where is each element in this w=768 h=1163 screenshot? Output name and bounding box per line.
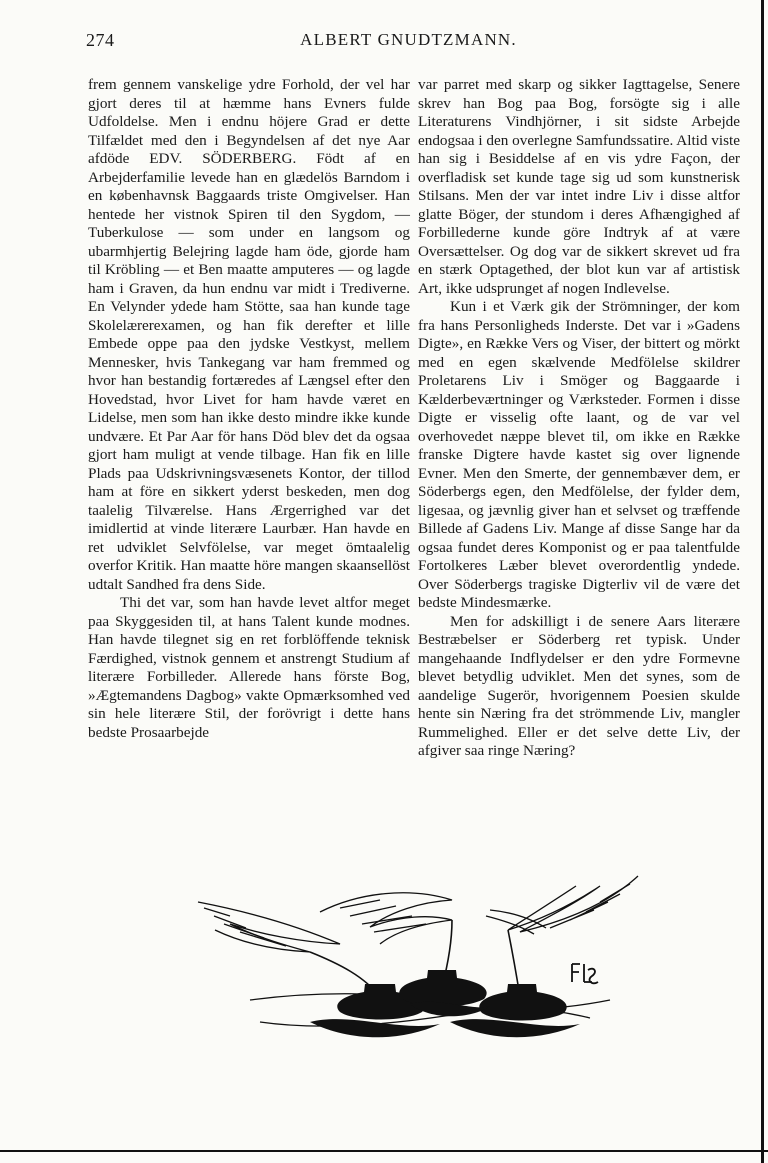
page-edge-right: [761, 0, 764, 1163]
inkwell-right-icon: [479, 984, 566, 1021]
winged-inkwells-vignette: [190, 872, 650, 1047]
left-column: [88, 76, 410, 742]
left-paragraph-2: Thi det var, som han havde levet altfor meget paa Skyggesiden til, at hans Talent kunde modnes. Han havde tilegnet sig en ret forblöffende teknisk Færdighed, vistnok gennem et anstrengt Studium af literære Forbilleder. Allerede hans förste Bog, »Ægtemandens Dagbog» vakte Opmærksomhed ved sin hele literære Stil, der forövrigt i dette hans bedste Prosaarbejde: [88, 594, 410, 741]
wing-center-icon: [320, 893, 452, 944]
wing-left-icon: [198, 902, 340, 952]
right-paragraph-1: var parret med skarp og sikker Iagttagelse, Senere skrev han Bog paa Bog, forsögte sig i alle Literaturens Vindhjörner, i sit sidste Arbejde endogsaa i den overlegne Samfundssatire. Altid viste han sig i Besiddelse af en vis ydre Façon, der overfladisk set kunde tage sig ud som kunstnerisk Stilsans. Men der var intet indre Liv i disse altfor glatte Böger, der stundom i deres Afhængighed af Forbillederne kunde göre Indtryk af at være Oversættelser. Og dog var de sikkert skrevet ud fra en stærk Optagethed, der blot kun var af artistisk Art, ikke udsprunget af nogen Indlevelse.: [418, 76, 740, 297]
inkwell-center-icon: [399, 970, 486, 1007]
page-number: 274: [86, 30, 115, 50]
ink-swirl-icon: [310, 1019, 440, 1037]
right-paragraph-2: Kun i et Værk gik der Strömninger, der kom fra hans Personligheds Inderste. Det var i »Gadens Digte», en Række Vers og Viser, der bittert og mörkt med en egen skælvende Medfölelse skildrer Proletarens Liv i Smöger og Baggaarde i Kælderbeværtninger og Værksteder. Formen i disse Digte er visselig ofte laant, og de var vel overhovedet næppe blevet til, om ikke en Række franske Digtere havde kastet sig over lignende Evner. Men den Smerte, der gennembæver dem, er Söderbergs egen, den Medfölelse, der fylder dem, ligesaa, og jævnlig giver han et selvset og træffende Billede af Gadens Liv. Mange af disse Sange har da ogsaa fundet deres Komponist og er paa talentfulde Fortolkeres Læber blevet overordentlig yndede. Over Söderbergs tragiske Digterliv vil de være det bedste Mindesmærke.: [418, 298, 740, 611]
left-paragraph-1: frem gennem vanskelige ydre Forhold, der vel har gjort deres til at hæmme hans Evners fulde Udfoldelse. Men i endnu höjere Grad er dette Tilfældet med den i Begyndelsen af det nye Aar afdöde EDV. SÖDERBERG. Födt af en Arbejderfamilie levede han en glædelös Barndom i en københavnsk Baggaards triste Omgivelser. Han hentede her vistnok Spiren til den Sygdom, — Tuberkulose — som under en langsom og ubarmhjertig Belejring lagde ham öde, gjorde ham til Kröbling — et Ben maatte amputeres — og lagde ham i Graven, da hun endnu var midt i Trediverne. En Velynder ydede ham Stötte, saa han kunde tage Skolelærerexamen, og han fik derefter et lille Embede oppe paa den jydske Vestkyst, mellem Mennesker, hvis Tankegang var ham fremmed og hvor han bestandig fortæredes af Længsel efter den Hovedstad, hvor Livet for ham havde været en Lidelse, men som han ikke desto mindre ikke kunde undvære. Et Par Aar för hans Död blev det da ogsaa gjort ham muligt at vende tilbage. Han fik en lille Plads paa Udskrivningsvæsenets Kontor, der tillod ham at före en sikkert yderst beskeden, men dog taalelig Tilværelse. Hans Ærgerrighed var det imidlertid at vinde literære Laurbær. Han havde en ret udviklet Selvfölelse, var meget ömtaalelig overfor Kritik. Han maatte höre mangen skaansellöst udtalt Sandhed fra dens Side.: [88, 76, 410, 593]
running-title: ALBERT GNUDTZMANN.: [300, 30, 517, 49]
page-header: [86, 30, 731, 56]
wing-right-icon: [508, 876, 638, 932]
monogram-icon: [572, 964, 598, 983]
right-paragraph-3: Men for adskilligt i de senere Aars literære Bestræbelser er Söderberg ret typisk. Under mangehaande Indflydelser er den ydre Formevne blevet betydlig udviklet. Men det synes, som de aandelige Sugerör, hvorigennem Poesien skulde hente sin Næring fra det strömmende Liv, mangler Rummelighed. Eller er det selve dette Liv, der afgiver saa ringe Næring?: [418, 612, 740, 759]
vignette-drawing: [190, 872, 650, 1047]
inkwells: [310, 970, 580, 1037]
page-edge-bottom: [0, 1150, 768, 1152]
right-column: [418, 76, 740, 761]
